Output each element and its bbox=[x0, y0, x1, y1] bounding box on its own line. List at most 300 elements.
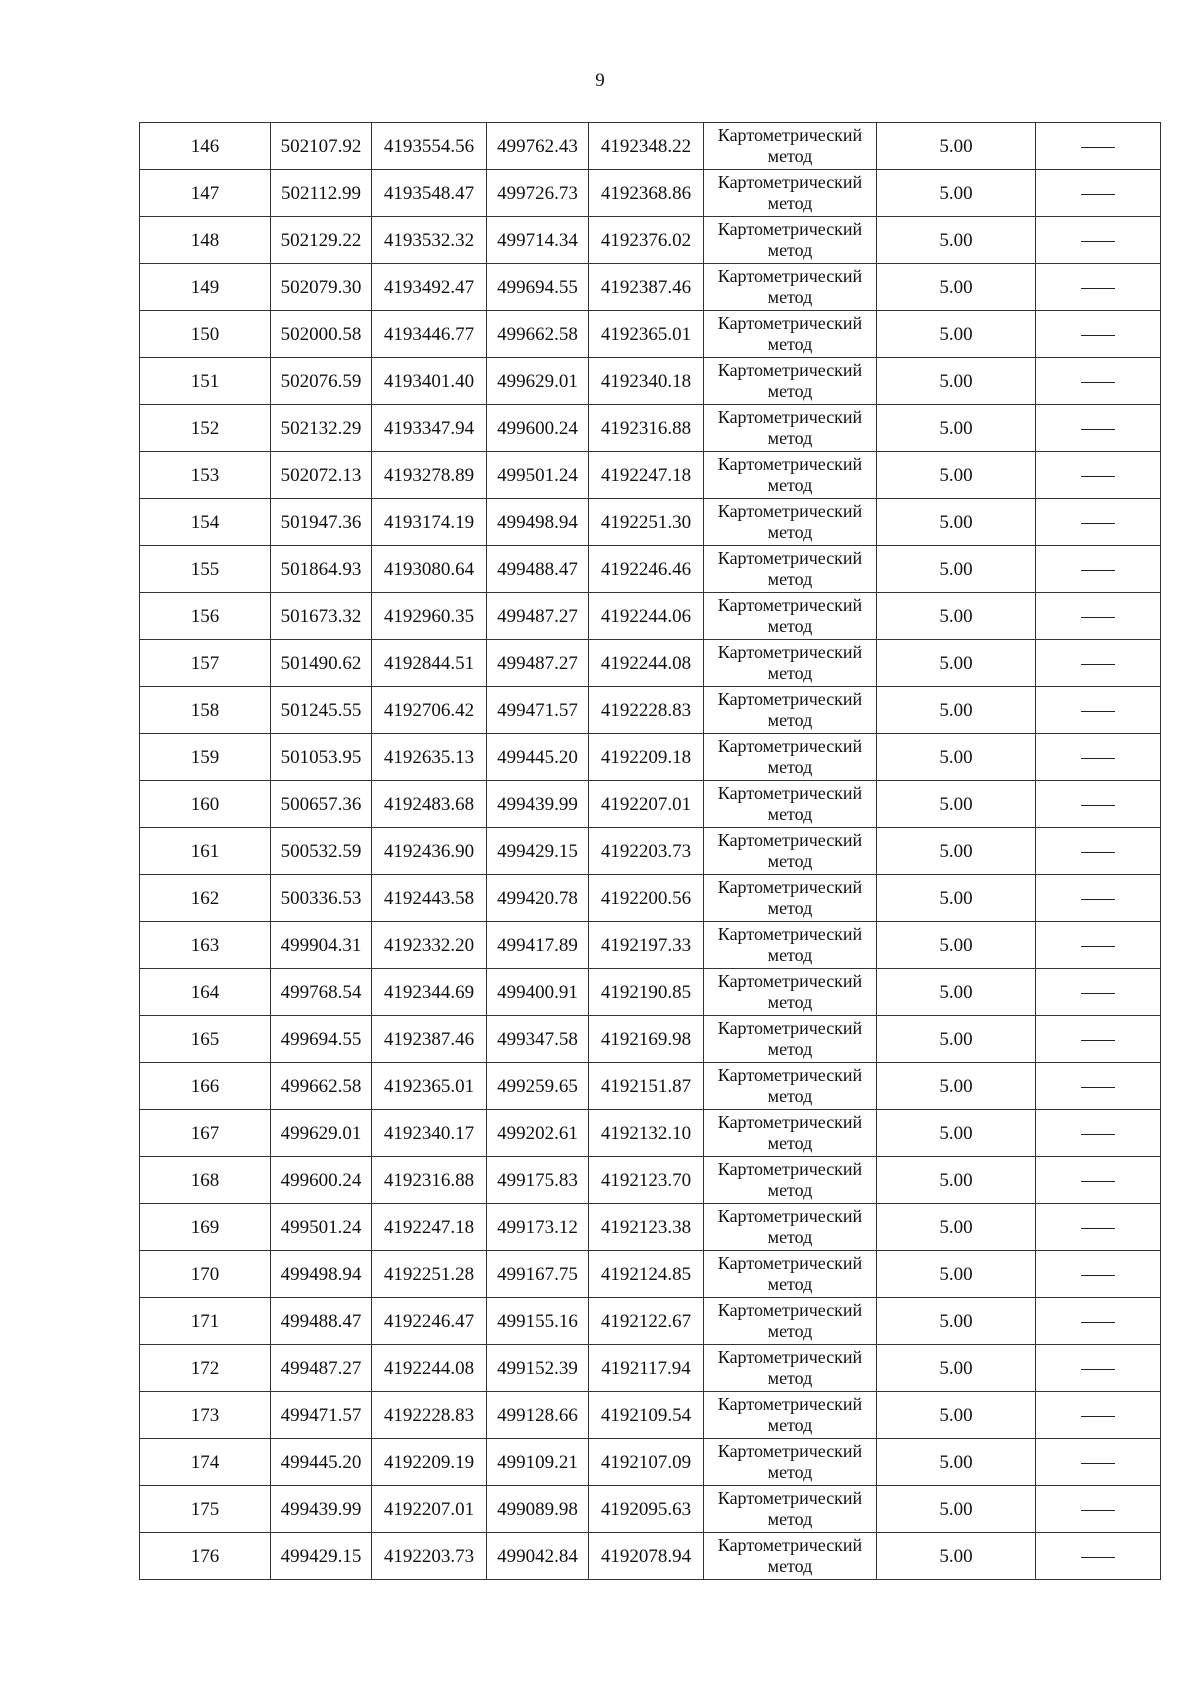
method-line-1: Картометрический bbox=[717, 313, 863, 333]
dash-cell bbox=[1036, 264, 1161, 311]
y-existing-cell: 4193492.47 bbox=[372, 264, 487, 311]
method-line-2: метод bbox=[767, 475, 813, 495]
method-line-2: метод bbox=[767, 1321, 813, 1341]
x-new-cell: 499487.27 bbox=[487, 640, 589, 687]
table-row bbox=[140, 1439, 1161, 1486]
x-new-cell: 499347.58 bbox=[487, 1016, 589, 1063]
method-line-1: Картометрический bbox=[717, 783, 863, 803]
method-line-2: метод bbox=[767, 146, 813, 166]
table-row bbox=[140, 875, 1161, 922]
y-existing-cell: 4193446.77 bbox=[372, 311, 487, 358]
accuracy-cell: 5.00 bbox=[877, 1110, 1036, 1157]
point-number-cell: 152 bbox=[140, 405, 271, 452]
x-new-cell: 499439.99 bbox=[487, 781, 589, 828]
method-line-1: Картометрический bbox=[717, 1112, 863, 1132]
x-existing-cell: 499501.24 bbox=[271, 1204, 372, 1251]
point-number-cell: 158 bbox=[140, 687, 271, 734]
table-row bbox=[140, 828, 1161, 875]
x-new-cell: 499202.61 bbox=[487, 1110, 589, 1157]
table-row bbox=[140, 1016, 1161, 1063]
method-line-2: метод bbox=[767, 1509, 813, 1529]
dash-cell bbox=[1036, 828, 1161, 875]
x-existing-cell: 500657.36 bbox=[271, 781, 372, 828]
y-new-cell: 4192123.38 bbox=[589, 1204, 704, 1251]
method-line-1: Картометрический bbox=[717, 971, 863, 991]
em-dash-mark bbox=[1081, 1416, 1115, 1417]
em-dash-mark bbox=[1081, 1181, 1115, 1182]
x-new-cell: 499600.24 bbox=[487, 405, 589, 452]
em-dash-mark bbox=[1081, 382, 1115, 383]
point-number-cell: 170 bbox=[140, 1251, 271, 1298]
em-dash-mark bbox=[1081, 1510, 1115, 1511]
accuracy-cell: 5.00 bbox=[877, 217, 1036, 264]
point-number-cell: 149 bbox=[140, 264, 271, 311]
method-cell bbox=[704, 358, 877, 405]
y-new-cell: 4192244.08 bbox=[589, 640, 704, 687]
dash-cell bbox=[1036, 452, 1161, 499]
dash-cell bbox=[1036, 358, 1161, 405]
method-line-2: метод bbox=[767, 381, 813, 401]
method-line-2: метод bbox=[767, 992, 813, 1012]
x-existing-cell: 502072.13 bbox=[271, 452, 372, 499]
method-line-1: Картометрический bbox=[717, 172, 863, 192]
x-new-cell: 499714.34 bbox=[487, 217, 589, 264]
accuracy-cell: 5.00 bbox=[877, 264, 1036, 311]
point-number-cell: 167 bbox=[140, 1110, 271, 1157]
method-line-1: Картометрический bbox=[717, 1065, 863, 1085]
method-line-1: Картометрический bbox=[717, 1535, 863, 1555]
y-existing-cell: 4192844.51 bbox=[372, 640, 487, 687]
point-number-cell: 174 bbox=[140, 1439, 271, 1486]
method-cell bbox=[704, 828, 877, 875]
accuracy-cell: 5.00 bbox=[877, 875, 1036, 922]
dash-cell bbox=[1036, 1486, 1161, 1533]
em-dash-mark bbox=[1081, 852, 1115, 853]
em-dash-mark bbox=[1081, 335, 1115, 336]
point-number-cell: 168 bbox=[140, 1157, 271, 1204]
x-existing-cell: 502000.58 bbox=[271, 311, 372, 358]
em-dash-mark bbox=[1081, 429, 1115, 430]
y-existing-cell: 4192706.42 bbox=[372, 687, 487, 734]
accuracy-cell: 5.00 bbox=[877, 828, 1036, 875]
dash-cell bbox=[1036, 1063, 1161, 1110]
table-row bbox=[140, 1533, 1161, 1580]
accuracy-cell: 5.00 bbox=[877, 687, 1036, 734]
accuracy-cell: 5.00 bbox=[877, 1533, 1036, 1580]
point-number-cell: 157 bbox=[140, 640, 271, 687]
method-cell bbox=[704, 1298, 877, 1345]
y-new-cell: 4192365.01 bbox=[589, 311, 704, 358]
y-existing-cell: 4193532.32 bbox=[372, 217, 487, 264]
y-new-cell: 4192251.30 bbox=[589, 499, 704, 546]
dash-cell bbox=[1036, 546, 1161, 593]
table-row bbox=[140, 452, 1161, 499]
y-new-cell: 4192340.18 bbox=[589, 358, 704, 405]
method-line-2: метод bbox=[767, 851, 813, 871]
method-line-1: Картометрический bbox=[717, 1441, 863, 1461]
x-new-cell: 499417.89 bbox=[487, 922, 589, 969]
accuracy-cell: 5.00 bbox=[877, 1486, 1036, 1533]
table-row bbox=[140, 969, 1161, 1016]
point-number-cell: 151 bbox=[140, 358, 271, 405]
table-row bbox=[140, 1251, 1161, 1298]
accuracy-cell: 5.00 bbox=[877, 1439, 1036, 1486]
y-existing-cell: 4192246.47 bbox=[372, 1298, 487, 1345]
em-dash-mark bbox=[1081, 147, 1115, 148]
method-line-1: Картометрический bbox=[717, 1018, 863, 1038]
method-line-2: метод bbox=[767, 1133, 813, 1153]
em-dash-mark bbox=[1081, 1463, 1115, 1464]
method-cell bbox=[704, 311, 877, 358]
y-existing-cell: 4192344.69 bbox=[372, 969, 487, 1016]
table-row bbox=[140, 546, 1161, 593]
point-number-cell: 160 bbox=[140, 781, 271, 828]
accuracy-cell: 5.00 bbox=[877, 452, 1036, 499]
point-number-cell: 147 bbox=[140, 170, 271, 217]
x-new-cell: 499155.16 bbox=[487, 1298, 589, 1345]
x-new-cell: 499762.43 bbox=[487, 123, 589, 170]
table-row bbox=[140, 922, 1161, 969]
method-line-1: Картометрический bbox=[717, 360, 863, 380]
x-existing-cell: 499662.58 bbox=[271, 1063, 372, 1110]
method-line-2: метод bbox=[767, 804, 813, 824]
y-existing-cell: 4192209.19 bbox=[372, 1439, 487, 1486]
coordinates-table bbox=[139, 122, 1161, 1580]
method-line-1: Картометрический bbox=[717, 548, 863, 568]
x-new-cell: 499662.58 bbox=[487, 311, 589, 358]
x-existing-cell: 501947.36 bbox=[271, 499, 372, 546]
point-number-cell: 159 bbox=[140, 734, 271, 781]
method-line-2: метод bbox=[767, 898, 813, 918]
em-dash-mark bbox=[1081, 805, 1115, 806]
method-line-1: Картометрический bbox=[717, 642, 863, 662]
y-existing-cell: 4192365.01 bbox=[372, 1063, 487, 1110]
accuracy-cell: 5.00 bbox=[877, 1063, 1036, 1110]
y-existing-cell: 4192244.08 bbox=[372, 1345, 487, 1392]
y-new-cell: 4192376.02 bbox=[589, 217, 704, 264]
y-new-cell: 4192122.67 bbox=[589, 1298, 704, 1345]
method-line-1: Картометрический bbox=[717, 1488, 863, 1508]
y-new-cell: 4192368.86 bbox=[589, 170, 704, 217]
x-existing-cell: 502112.99 bbox=[271, 170, 372, 217]
method-line-2: метод bbox=[767, 757, 813, 777]
em-dash-mark bbox=[1081, 899, 1115, 900]
accuracy-cell: 5.00 bbox=[877, 311, 1036, 358]
x-existing-cell: 499600.24 bbox=[271, 1157, 372, 1204]
accuracy-cell: 5.00 bbox=[877, 170, 1036, 217]
y-new-cell: 4192387.46 bbox=[589, 264, 704, 311]
y-new-cell: 4192316.88 bbox=[589, 405, 704, 452]
dash-cell bbox=[1036, 1345, 1161, 1392]
y-existing-cell: 4193401.40 bbox=[372, 358, 487, 405]
x-existing-cell: 500532.59 bbox=[271, 828, 372, 875]
point-number-cell: 146 bbox=[140, 123, 271, 170]
y-existing-cell: 4193080.64 bbox=[372, 546, 487, 593]
em-dash-mark bbox=[1081, 1134, 1115, 1135]
x-new-cell: 499629.01 bbox=[487, 358, 589, 405]
method-cell bbox=[704, 1533, 877, 1580]
method-cell bbox=[704, 1345, 877, 1392]
method-line-2: метод bbox=[767, 1368, 813, 1388]
em-dash-mark bbox=[1081, 1040, 1115, 1041]
y-new-cell: 4192132.10 bbox=[589, 1110, 704, 1157]
method-cell bbox=[704, 499, 877, 546]
method-cell bbox=[704, 734, 877, 781]
table-row bbox=[140, 687, 1161, 734]
y-existing-cell: 4192203.73 bbox=[372, 1533, 487, 1580]
x-new-cell: 499420.78 bbox=[487, 875, 589, 922]
x-new-cell: 499173.12 bbox=[487, 1204, 589, 1251]
method-cell bbox=[704, 1392, 877, 1439]
method-cell bbox=[704, 781, 877, 828]
method-line-1: Картометрический bbox=[717, 1347, 863, 1367]
method-line-1: Картометрический bbox=[717, 219, 863, 239]
em-dash-mark bbox=[1081, 946, 1115, 947]
x-existing-cell: 500336.53 bbox=[271, 875, 372, 922]
x-existing-cell: 499439.99 bbox=[271, 1486, 372, 1533]
accuracy-cell: 5.00 bbox=[877, 358, 1036, 405]
table-row bbox=[140, 1345, 1161, 1392]
method-cell bbox=[704, 1157, 877, 1204]
dash-cell bbox=[1036, 405, 1161, 452]
method-line-2: метод bbox=[767, 616, 813, 636]
x-existing-cell: 499429.15 bbox=[271, 1533, 372, 1580]
y-existing-cell: 4192436.90 bbox=[372, 828, 487, 875]
method-cell bbox=[704, 875, 877, 922]
y-new-cell: 4192197.33 bbox=[589, 922, 704, 969]
point-number-cell: 156 bbox=[140, 593, 271, 640]
method-line-1: Картометрический bbox=[717, 689, 863, 709]
dash-cell bbox=[1036, 1110, 1161, 1157]
table-body bbox=[140, 123, 1161, 1580]
method-line-1: Картометрический bbox=[717, 407, 863, 427]
method-cell bbox=[704, 1439, 877, 1486]
x-existing-cell: 499488.47 bbox=[271, 1298, 372, 1345]
method-line-1: Картометрический bbox=[717, 924, 863, 944]
accuracy-cell: 5.00 bbox=[877, 546, 1036, 593]
x-new-cell: 499445.20 bbox=[487, 734, 589, 781]
dash-cell bbox=[1036, 593, 1161, 640]
x-new-cell: 499726.73 bbox=[487, 170, 589, 217]
dash-cell bbox=[1036, 1439, 1161, 1486]
x-existing-cell: 502076.59 bbox=[271, 358, 372, 405]
y-existing-cell: 4192247.18 bbox=[372, 1204, 487, 1251]
dash-cell bbox=[1036, 875, 1161, 922]
y-existing-cell: 4192443.58 bbox=[372, 875, 487, 922]
y-new-cell: 4192209.18 bbox=[589, 734, 704, 781]
dash-cell bbox=[1036, 687, 1161, 734]
em-dash-mark bbox=[1081, 617, 1115, 618]
accuracy-cell: 5.00 bbox=[877, 1016, 1036, 1063]
y-new-cell: 4192151.87 bbox=[589, 1063, 704, 1110]
method-cell bbox=[704, 1251, 877, 1298]
method-line-1: Картометрический bbox=[717, 736, 863, 756]
method-line-2: метод bbox=[767, 287, 813, 307]
em-dash-mark bbox=[1081, 758, 1115, 759]
method-line-1: Картометрический bbox=[717, 595, 863, 615]
y-new-cell: 4192228.83 bbox=[589, 687, 704, 734]
table-row bbox=[140, 170, 1161, 217]
y-existing-cell: 4192316.88 bbox=[372, 1157, 487, 1204]
method-line-2: метод bbox=[767, 1180, 813, 1200]
page-number: 9 bbox=[595, 70, 605, 91]
method-cell bbox=[704, 405, 877, 452]
point-number-cell: 148 bbox=[140, 217, 271, 264]
x-existing-cell: 499904.31 bbox=[271, 922, 372, 969]
dash-cell bbox=[1036, 123, 1161, 170]
x-new-cell: 499175.83 bbox=[487, 1157, 589, 1204]
y-existing-cell: 4192228.83 bbox=[372, 1392, 487, 1439]
method-line-1: Картометрический bbox=[717, 125, 863, 145]
x-new-cell: 499429.15 bbox=[487, 828, 589, 875]
em-dash-mark bbox=[1081, 1275, 1115, 1276]
method-cell bbox=[704, 170, 877, 217]
point-number-cell: 150 bbox=[140, 311, 271, 358]
y-existing-cell: 4192332.20 bbox=[372, 922, 487, 969]
x-new-cell: 499128.66 bbox=[487, 1392, 589, 1439]
x-existing-cell: 502129.22 bbox=[271, 217, 372, 264]
method-line-1: Картометрический bbox=[717, 1394, 863, 1414]
method-cell bbox=[704, 1063, 877, 1110]
point-number-cell: 172 bbox=[140, 1345, 271, 1392]
table-row bbox=[140, 405, 1161, 452]
y-existing-cell: 4193174.19 bbox=[372, 499, 487, 546]
y-new-cell: 4192095.63 bbox=[589, 1486, 704, 1533]
accuracy-cell: 5.00 bbox=[877, 1204, 1036, 1251]
y-new-cell: 4192247.18 bbox=[589, 452, 704, 499]
method-cell bbox=[704, 123, 877, 170]
accuracy-cell: 5.00 bbox=[877, 405, 1036, 452]
x-new-cell: 499471.57 bbox=[487, 687, 589, 734]
method-line-2: метод bbox=[767, 334, 813, 354]
method-line-2: метод bbox=[767, 945, 813, 965]
x-existing-cell: 499768.54 bbox=[271, 969, 372, 1016]
y-new-cell: 4192244.06 bbox=[589, 593, 704, 640]
dash-cell bbox=[1036, 1251, 1161, 1298]
x-existing-cell: 502107.92 bbox=[271, 123, 372, 170]
method-cell bbox=[704, 264, 877, 311]
table-row bbox=[140, 734, 1161, 781]
method-line-2: метод bbox=[767, 710, 813, 730]
em-dash-mark bbox=[1081, 288, 1115, 289]
y-existing-cell: 4192635.13 bbox=[372, 734, 487, 781]
x-existing-cell: 501864.93 bbox=[271, 546, 372, 593]
table-row bbox=[140, 123, 1161, 170]
x-new-cell: 499488.47 bbox=[487, 546, 589, 593]
table-row bbox=[140, 1204, 1161, 1251]
accuracy-cell: 5.00 bbox=[877, 1392, 1036, 1439]
accuracy-cell: 5.00 bbox=[877, 734, 1036, 781]
em-dash-mark bbox=[1081, 993, 1115, 994]
method-cell bbox=[704, 969, 877, 1016]
table-row bbox=[140, 1063, 1161, 1110]
method-line-2: метод bbox=[767, 522, 813, 542]
dash-cell bbox=[1036, 781, 1161, 828]
point-number-cell: 171 bbox=[140, 1298, 271, 1345]
dash-cell bbox=[1036, 640, 1161, 687]
table-row bbox=[140, 1298, 1161, 1345]
method-cell bbox=[704, 1016, 877, 1063]
point-number-cell: 162 bbox=[140, 875, 271, 922]
dash-cell bbox=[1036, 1298, 1161, 1345]
x-new-cell: 499109.21 bbox=[487, 1439, 589, 1486]
method-line-1: Картометрический bbox=[717, 830, 863, 850]
x-new-cell: 499089.98 bbox=[487, 1486, 589, 1533]
accuracy-cell: 5.00 bbox=[877, 1298, 1036, 1345]
table-row bbox=[140, 1392, 1161, 1439]
y-existing-cell: 4192483.68 bbox=[372, 781, 487, 828]
y-new-cell: 4192246.46 bbox=[589, 546, 704, 593]
point-number-cell: 164 bbox=[140, 969, 271, 1016]
method-line-2: метод bbox=[767, 1415, 813, 1435]
table-row bbox=[140, 217, 1161, 264]
y-existing-cell: 4192960.35 bbox=[372, 593, 487, 640]
y-new-cell: 4192203.73 bbox=[589, 828, 704, 875]
accuracy-cell: 5.00 bbox=[877, 640, 1036, 687]
method-line-2: метод bbox=[767, 1086, 813, 1106]
point-number-cell: 153 bbox=[140, 452, 271, 499]
dash-cell bbox=[1036, 734, 1161, 781]
dash-cell bbox=[1036, 1157, 1161, 1204]
method-line-2: метод bbox=[767, 428, 813, 448]
dash-cell bbox=[1036, 1392, 1161, 1439]
y-new-cell: 4192107.09 bbox=[589, 1439, 704, 1486]
x-new-cell: 499152.39 bbox=[487, 1345, 589, 1392]
dash-cell bbox=[1036, 1016, 1161, 1063]
x-existing-cell: 502132.29 bbox=[271, 405, 372, 452]
method-cell bbox=[704, 640, 877, 687]
em-dash-mark bbox=[1081, 476, 1115, 477]
table-row bbox=[140, 264, 1161, 311]
em-dash-mark bbox=[1081, 523, 1115, 524]
dash-cell bbox=[1036, 922, 1161, 969]
dash-cell bbox=[1036, 170, 1161, 217]
method-cell bbox=[704, 452, 877, 499]
x-existing-cell: 501245.55 bbox=[271, 687, 372, 734]
point-number-cell: 173 bbox=[140, 1392, 271, 1439]
accuracy-cell: 5.00 bbox=[877, 1251, 1036, 1298]
method-cell bbox=[704, 217, 877, 264]
point-number-cell: 155 bbox=[140, 546, 271, 593]
table-row bbox=[140, 358, 1161, 405]
dash-cell bbox=[1036, 969, 1161, 1016]
y-new-cell: 4192123.70 bbox=[589, 1157, 704, 1204]
method-line-2: метод bbox=[767, 1227, 813, 1247]
table-row bbox=[140, 593, 1161, 640]
dash-cell bbox=[1036, 217, 1161, 264]
y-existing-cell: 4193554.56 bbox=[372, 123, 487, 170]
x-new-cell: 499259.65 bbox=[487, 1063, 589, 1110]
method-line-1: Картометрический bbox=[717, 1253, 863, 1273]
y-new-cell: 4192078.94 bbox=[589, 1533, 704, 1580]
accuracy-cell: 5.00 bbox=[877, 969, 1036, 1016]
point-number-cell: 165 bbox=[140, 1016, 271, 1063]
y-existing-cell: 4193347.94 bbox=[372, 405, 487, 452]
x-new-cell: 499501.24 bbox=[487, 452, 589, 499]
method-line-2: метод bbox=[767, 1274, 813, 1294]
table-row bbox=[140, 311, 1161, 358]
x-new-cell: 499694.55 bbox=[487, 264, 589, 311]
method-line-2: метод bbox=[767, 1462, 813, 1482]
x-existing-cell: 499629.01 bbox=[271, 1110, 372, 1157]
point-number-cell: 154 bbox=[140, 499, 271, 546]
point-number-cell: 169 bbox=[140, 1204, 271, 1251]
x-existing-cell: 499445.20 bbox=[271, 1439, 372, 1486]
method-line-2: метод bbox=[767, 193, 813, 213]
x-existing-cell: 502079.30 bbox=[271, 264, 372, 311]
y-existing-cell: 4193548.47 bbox=[372, 170, 487, 217]
y-new-cell: 4192348.22 bbox=[589, 123, 704, 170]
